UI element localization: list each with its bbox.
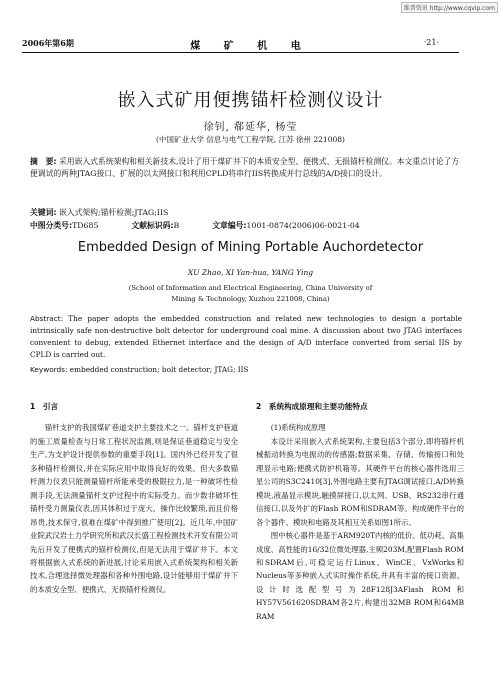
english-abstract [30, 313, 462, 361]
journal-name: 煤 矿 机 电 [190, 41, 311, 52]
right-column [256, 400, 464, 623]
left-column [30, 400, 238, 596]
clc-label: 中图分类号: [30, 221, 73, 230]
english-keywords [30, 365, 462, 374]
abstract-cn [30, 156, 460, 180]
english-affiliation-line2: Mining & Technology, Xuzhou 221008, China) [171, 295, 330, 303]
clc-value: TD685 [72, 221, 99, 230]
section-2-paragraph-1: 本设计采用嵌入式系统架构,主要包括3个部分,即将锚杆机械振动转换为电振动的传感器;数据采集、存储、传输接口和处理显示电路;便携式防护机箱等。其硬件平台的核心器件选用三星公司的S3C2410[3],外围电路主要有JTAG调试接口,A/D转换模块,液晶显示模块,触摸屏接口,以太网、USB、RS232串行通信接口,以及外扩的Flash ROM和SDRAM等。构成硬件平台的各个器件、模块和电路及其相互关系如图1所示。 [256, 436, 464, 527]
english-abstract-label: Abstract: [30, 314, 64, 323]
paper-title: 嵌入式矿用便携锚杆检测仪设计 [117, 90, 384, 111]
section-1-heading: 1 引言 [30, 402, 59, 411]
paper-affiliation: (中国矿业大学 信息与电气工程学院, 江苏 徐州 221008) [156, 135, 345, 144]
english-abstract-text: The paper adopts the embedded construction and related new technologies to design a portable intrinsically safe non-destructive bolt detector for underground coal mine. A discussion about two JTAG interfaces convenient to debug, extended Ethernet interface and the design of A/D interface converted from serial IIS by CPLD is carried out. [30, 314, 462, 359]
issue-label: 2006年第6期 [22, 38, 74, 48]
article-number-value: 1001-0874(2006)06-0021-04 [246, 221, 360, 230]
section-2-heading: 2 系统构成原理和主要功能特点 [256, 402, 368, 411]
watermark: 维普资讯 http://www.cqvip.com [401, 2, 498, 13]
doc-code-value: B [173, 221, 180, 230]
page-number: ·21· [423, 38, 439, 47]
english-keywords-text: embedded construction; bolt detector; JTAG; IIS [69, 365, 249, 374]
paper-authors: 徐钊, 郗延华, 杨莹 [203, 122, 298, 133]
article-number-label: 文章编号: [212, 221, 247, 230]
english-affiliation [0, 283, 501, 305]
abstract-cn-text: 采用嵌入式系统架构和相关新技术,设计了用于煤矿井下的本质安全型、便携式、无损锚杆检测仪。本文重点讨论了方便调试的两种JTAG接口、扩展的以太网接口和利用CPLD将串行IIS转换成并行总线的A/D接口的设计。 [30, 157, 460, 178]
header-rule [22, 52, 459, 53]
keywords-cn [30, 207, 168, 218]
doc-code-label: 文献标识码: [131, 221, 174, 230]
keywords-cn-label: 关键词: [30, 208, 57, 217]
abstract-cn-label: 摘 要: [30, 157, 57, 166]
english-affiliation-line1: (School of Information and Electrical Engineering, China University of [128, 284, 373, 292]
classification-row [30, 220, 462, 231]
section-1-paragraph: 锚杆支护的我国煤矿巷道支护主要技术之一。锚杆支护巷道的施工质量检查与日常工程状况监测,则是保证巷道稳定与安全生产,为支护设计提供参数的重要手段[1]。国内外已经开发了很多种锚杆检测仪,并在实际应用中取得良好的效果。但大多数锚杆测力仪表只能测量锚杆所能承受的极限拉力,是一种破坏性检测手段,无法测量锚杆支护过程中的实际受力。而少数非破坏性锚杆受力测量仪表,因其体积过于庞大、操作比较繁琐,而且价格昂贵,技术保守,很难在煤矿中得到推广使用[2]。近几年,中国矿业院武汉岩土力学研究所和武汉长盛工程检测技术开发有限公司先后开发了便携式的锚杆检测仪,但是无法用于煤矿井下。本文将根据嵌入式系统的新进展,讨论采用嵌入式系统架构和相关新技术,合理选择微处理器和各种外围电路,设计能够用于煤矿井下的本质安全型、便携式、无损锚杆检测仪。 [30, 423, 238, 594]
english-title: Embedded Design of Mining Portable Auchordetector [77, 240, 424, 255]
keywords-cn-text: 嵌入式架构;锚杆检测;JTAG;IIS [59, 208, 169, 217]
subsection-heading: (1)系统构成原理 [270, 423, 326, 433]
section-2-paragraph-2: 图中核心器件是基于ARM920T内核的低价、低功耗、高集成度、高性能的16/32位微处理器,主频203M,配置Flash ROM和SDRAM后,可稳定运行Linux、WinCE、VxWorks和Nucleus等多种嵌入式实时操作系统,并具有丰富的接口资源。设计时选配型号为28F128J3AFlash ROM和HY57V561620SDRAM各2片,构建出32MB ROM和64MB RAM [256, 531, 464, 621]
english-authors: XU Zhao, XI Yan-hua, YANG Ying [187, 268, 314, 277]
english-keywords-label: Keywords: [30, 365, 68, 374]
